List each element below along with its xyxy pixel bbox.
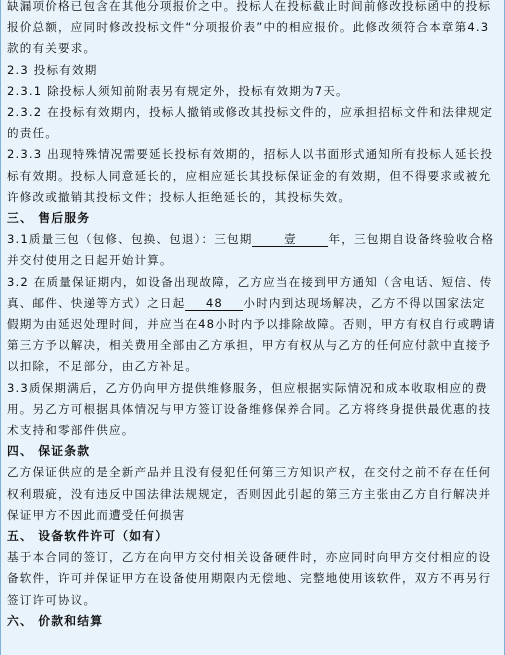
- clause-software-license: 基于本合同的签订，乙方在向甲方交付相关设备硬件时，亦应同时向甲方交付相应的设备软件，许可并保证甲方在设备使用期限内无偿地、完整地使用该软件，双方不再另行签订许可协议。: [7, 550, 492, 607]
- section-2-3-title: 2.3 投标有效期: [7, 62, 98, 77]
- clause-3-1-text-a: 3.1质量三包（包修、包换、包退）：三包期: [7, 232, 253, 247]
- clause-3-3: 3.3质保期满后，乙方仍向甲方提供维修服务，但应根据实际情况和成本收取相应的费用。另乙方可根据具体情况与甲方签订设备维修保养合同。乙方将终身提供最优惠的技术支持和零部件供应。: [7, 380, 492, 438]
- clause-2-3-3: 2.3.3 出现特殊情况需要延长投标有效期的，招标人以书面形式通知所有投标人延长投标有效期。投标人同意延长的，应相应延长其投标保证金的有效期，但不得要求或被允许修改或撤销其投标文件；投标人拒绝延长的，其投标失效。: [7, 147, 494, 204]
- clause-guarantee: 乙方保证供应的是全新产品并且没有侵犯任何第三方知识产权，在交付之前不存在任何权利瑕疵，没有违反中国法律法规规定，否则因此引起的第三方主张由乙方自行解决并保证甲方不因此而遭受任何损害: [7, 465, 492, 522]
- heading-software-license: 五、 设备软件许可（如有）: [7, 529, 169, 544]
- clause-3-2: [7, 272, 498, 378]
- clause-3-2-text-a: 3.2 在质量保证期内，如设备出现故障，乙方应当在接到甲方通知（含电话、短信、传真、邮件、快递等方式）之日起: [7, 274, 493, 310]
- paragraph-quote-price: 缺漏项价格已包含在其他分项报价之中。投标人在投标截止时间前修改投标函中的投标报价总额，应同时修改投标文件“分项报价表”中的相应报价。此修改须符合本章第4.3款的有关要求。: [7, 0, 492, 56]
- warranty-years-blank: 壹: [252, 232, 328, 247]
- clause-3-1-text-b: 年，三包期自设备终验收合格并交付使用之日起开始计算。: [7, 232, 495, 268]
- clause-3-2-text-b: 小时内到达现场解决，乙方不得以国家法定假期为由延迟处理时间，并应当在48小时内予以排除故障。否则，甲方有权自行或聘请第三方予以解决，相关费用全部由乙方承担，甲方有权从与乙方的任何应付款中直接予以扣除，不足部分，由乙方补足。: [7, 295, 496, 374]
- heading-guarantee: 四、 保证条款: [7, 444, 91, 459]
- response-hours-blank: 48: [185, 296, 243, 311]
- heading-after-sales: 三、 售后服务: [7, 211, 91, 226]
- clause-2-3-2: 2.3.2 在投标有效期内，投标人撤销或修改其投标文件的，应承担招标文件和法律规定的责任。: [7, 105, 494, 141]
- clause-3-1: [7, 229, 498, 271]
- clause-2-3-1: 2.3.1 除投标人须知前附表另有规定外，投标有效期为7天。: [7, 83, 349, 98]
- heading-price-settlement: 六、 价款和结算: [7, 613, 104, 628]
